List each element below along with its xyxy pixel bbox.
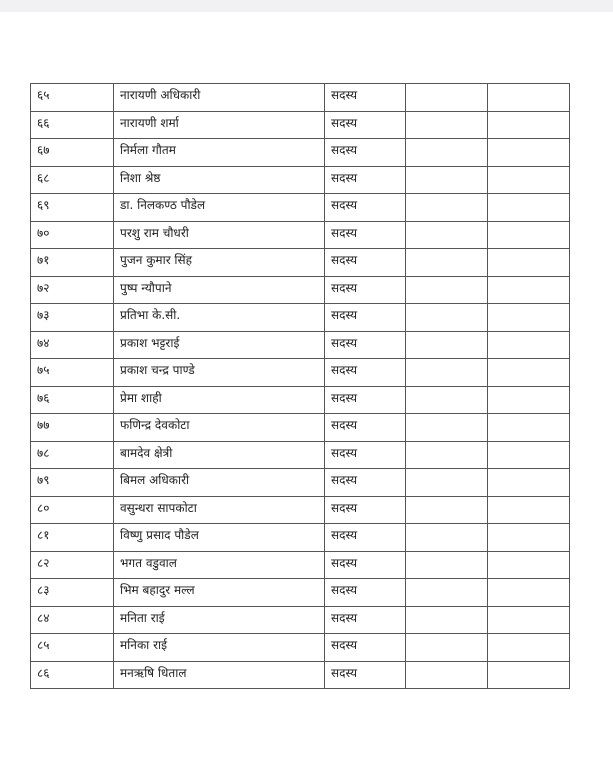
table-row — [31, 166, 570, 194]
table-row — [31, 276, 570, 304]
blank-cell — [406, 634, 488, 662]
blank-cell — [488, 496, 570, 524]
serial-number-cell: ८६ — [31, 661, 114, 689]
serial-number-cell: ६८ — [31, 166, 114, 194]
member-role-cell: सदस्य — [325, 139, 406, 167]
table-row — [31, 634, 570, 662]
member-table-body — [31, 84, 570, 689]
member-name-cell: पुष्प न्यौपाने — [114, 276, 325, 304]
member-role-cell: सदस्य — [325, 304, 406, 332]
blank-cell — [488, 166, 570, 194]
table-row — [31, 331, 570, 359]
blank-cell — [406, 414, 488, 442]
serial-number-cell: ७४ — [31, 331, 114, 359]
serial-number-cell: ७८ — [31, 441, 114, 469]
table-row — [31, 84, 570, 112]
serial-number-cell: ८० — [31, 496, 114, 524]
member-name-cell: प्रेमा शाही — [114, 386, 325, 414]
serial-number-cell: ७६ — [31, 386, 114, 414]
member-role-cell: सदस्य — [325, 331, 406, 359]
blank-cell — [488, 551, 570, 579]
blank-cell — [406, 606, 488, 634]
member-name-cell: मनिका राई — [114, 634, 325, 662]
member-name-cell: बिमल अधिकारी — [114, 469, 325, 497]
blank-cell — [406, 276, 488, 304]
table-row — [31, 579, 570, 607]
viewer-top-bar — [0, 0, 613, 12]
serial-number-cell: ६६ — [31, 111, 114, 139]
blank-cell — [406, 111, 488, 139]
table-row — [31, 524, 570, 552]
serial-number-cell: ७७ — [31, 414, 114, 442]
blank-cell — [406, 139, 488, 167]
blank-cell — [406, 331, 488, 359]
blank-cell — [488, 579, 570, 607]
blank-cell — [406, 386, 488, 414]
table-row — [31, 194, 570, 222]
table-row — [31, 359, 570, 387]
member-role-cell: सदस्य — [325, 166, 406, 194]
blank-cell — [488, 414, 570, 442]
member-role-cell: सदस्य — [325, 111, 406, 139]
member-role-cell: सदस्य — [325, 84, 406, 112]
member-role-cell: सदस्य — [325, 579, 406, 607]
serial-number-cell: ६७ — [31, 139, 114, 167]
document-page — [0, 12, 613, 768]
member-name-cell: प्रकाश चन्द्र पाण्डे — [114, 359, 325, 387]
table-row — [31, 221, 570, 249]
blank-cell — [406, 194, 488, 222]
blank-cell — [488, 194, 570, 222]
serial-number-cell: ८३ — [31, 579, 114, 607]
blank-cell — [488, 84, 570, 112]
blank-cell — [488, 359, 570, 387]
blank-cell — [406, 304, 488, 332]
blank-cell — [488, 524, 570, 552]
blank-cell — [488, 469, 570, 497]
member-role-cell: सदस्य — [325, 359, 406, 387]
blank-cell — [406, 221, 488, 249]
serial-number-cell: ७९ — [31, 469, 114, 497]
member-name-cell: मनऋषि धिताल — [114, 661, 325, 689]
table-row — [31, 111, 570, 139]
blank-cell — [406, 579, 488, 607]
table-row — [31, 414, 570, 442]
table-row — [31, 386, 570, 414]
blank-cell — [488, 276, 570, 304]
serial-number-cell: ६५ — [31, 84, 114, 112]
blank-cell — [488, 634, 570, 662]
member-role-cell: सदस्य — [325, 441, 406, 469]
member-role-cell: सदस्य — [325, 414, 406, 442]
member-name-cell: निर्मला गौतम — [114, 139, 325, 167]
member-name-cell: मनिता राई — [114, 606, 325, 634]
blank-cell — [488, 139, 570, 167]
blank-cell — [406, 441, 488, 469]
table-row — [31, 139, 570, 167]
blank-cell — [406, 359, 488, 387]
serial-number-cell: ७५ — [31, 359, 114, 387]
blank-cell — [488, 386, 570, 414]
table-row — [31, 551, 570, 579]
serial-number-cell: ७३ — [31, 304, 114, 332]
blank-cell — [488, 661, 570, 689]
member-role-cell: सदस्य — [325, 194, 406, 222]
blank-cell — [488, 606, 570, 634]
member-role-cell: सदस्य — [325, 496, 406, 524]
blank-cell — [488, 331, 570, 359]
member-role-cell: सदस्य — [325, 551, 406, 579]
member-name-cell: पुजन कुमार सिंह — [114, 249, 325, 277]
member-table — [30, 83, 570, 689]
member-role-cell: सदस्य — [325, 634, 406, 662]
blank-cell — [406, 551, 488, 579]
blank-cell — [488, 111, 570, 139]
member-name-cell: प्रतिभा के.सी. — [114, 304, 325, 332]
member-name-cell: भिम बहादुर मल्ल — [114, 579, 325, 607]
blank-cell — [406, 496, 488, 524]
serial-number-cell: ७१ — [31, 249, 114, 277]
member-name-cell: परशु राम चौधरी — [114, 221, 325, 249]
blank-cell — [406, 166, 488, 194]
member-role-cell: सदस्य — [325, 249, 406, 277]
member-name-cell: बामदेव क्षेत्री — [114, 441, 325, 469]
table-row — [31, 249, 570, 277]
serial-number-cell: ६९ — [31, 194, 114, 222]
table-row — [31, 606, 570, 634]
table-row — [31, 441, 570, 469]
table-row — [31, 496, 570, 524]
member-role-cell: सदस्य — [325, 469, 406, 497]
serial-number-cell: ८४ — [31, 606, 114, 634]
member-role-cell: सदस्य — [325, 221, 406, 249]
member-name-cell: डा. निलकण्ठ पौडेल — [114, 194, 325, 222]
blank-cell — [406, 524, 488, 552]
serial-number-cell: ८१ — [31, 524, 114, 552]
serial-number-cell: ७० — [31, 221, 114, 249]
blank-cell — [488, 221, 570, 249]
blank-cell — [488, 441, 570, 469]
member-name-cell: निशा श्रेष्ठ — [114, 166, 325, 194]
serial-number-cell: ८५ — [31, 634, 114, 662]
table-row — [31, 304, 570, 332]
member-role-cell: सदस्य — [325, 606, 406, 634]
serial-number-cell: ७२ — [31, 276, 114, 304]
member-name-cell: फणिन्द्र देवकोटा — [114, 414, 325, 442]
member-name-cell: नारायणी शर्मा — [114, 111, 325, 139]
member-name-cell: भगत वडुवाल — [114, 551, 325, 579]
member-role-cell: सदस्य — [325, 276, 406, 304]
table-row — [31, 469, 570, 497]
member-role-cell: सदस्य — [325, 524, 406, 552]
blank-cell — [406, 661, 488, 689]
member-role-cell: सदस्य — [325, 661, 406, 689]
member-name-cell: प्रकाश भट्टराई — [114, 331, 325, 359]
blank-cell — [406, 469, 488, 497]
blank-cell — [406, 84, 488, 112]
member-role-cell: सदस्य — [325, 386, 406, 414]
member-name-cell: विष्णु प्रसाद पौडेल — [114, 524, 325, 552]
member-name-cell: वसुन्धरा सापकोटा — [114, 496, 325, 524]
serial-number-cell: ८२ — [31, 551, 114, 579]
blank-cell — [488, 249, 570, 277]
blank-cell — [406, 249, 488, 277]
blank-cell — [488, 304, 570, 332]
member-name-cell: नारायणी अधिकारी — [114, 84, 325, 112]
table-row — [31, 661, 570, 689]
